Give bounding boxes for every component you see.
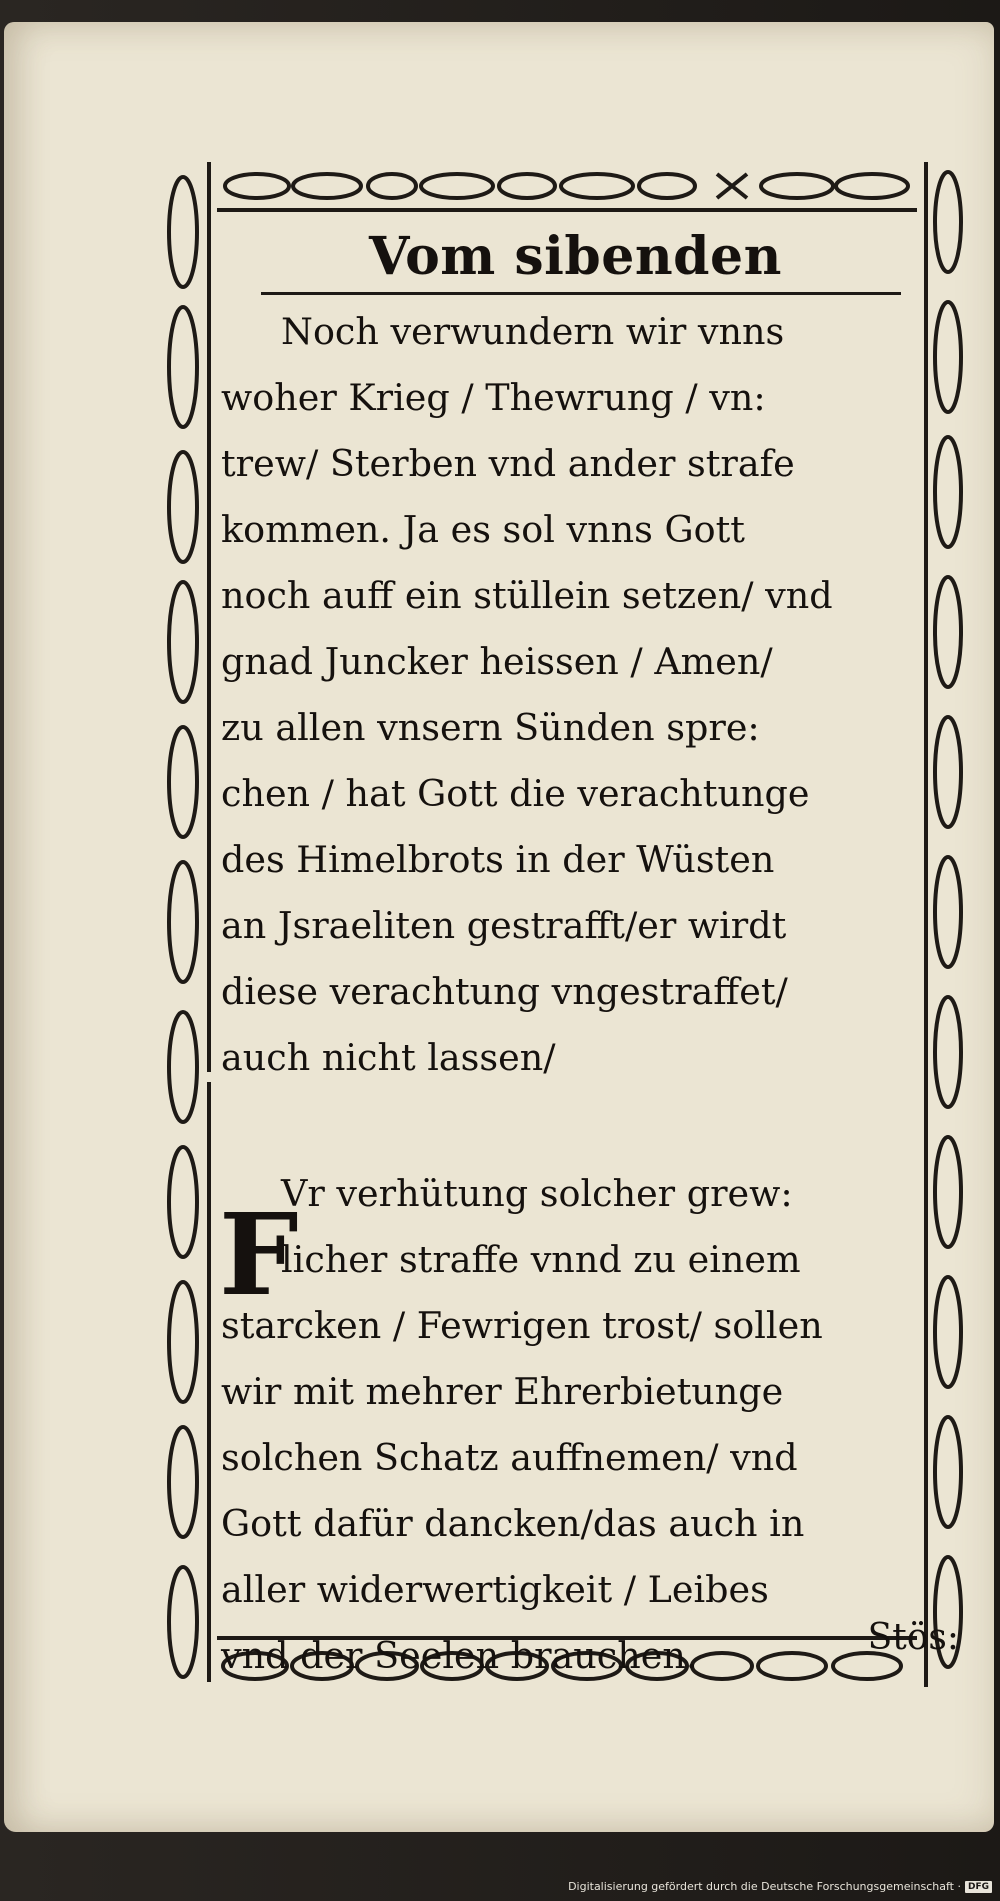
text-line: aller widerwertigkeit / Leibes [221, 1568, 769, 1611]
text-line: gnad Juncker heissen / Amen/ [221, 640, 773, 683]
text-line: chen / hat Gott die verachtunge [221, 772, 810, 815]
text-line: trew/ Sterben vnd ander strafe [221, 442, 795, 485]
book-page [4, 22, 994, 1832]
heading-rule [261, 292, 901, 295]
text-line: solchen Schatz auffnemen/ vnd [221, 1436, 798, 1479]
text-line: starcken / Fewrigen trost/ sollen [221, 1304, 823, 1347]
dfg-logo: DFG [965, 1881, 992, 1893]
page-heading: Vom sibenden [369, 226, 782, 287]
text-line: an Jsraeliten gestrafft/er wirdt [221, 904, 787, 947]
text-line: woher Krieg / Thewrung / vn: [221, 376, 766, 419]
ornamental-frame [159, 162, 969, 1697]
catchword: Stös: [867, 1617, 959, 1658]
paragraph-1 [221, 299, 921, 1091]
ornament-border-left [159, 162, 215, 1697]
text-line: des Himelbrots in der Wüsten [221, 838, 775, 881]
text-line: Noch verwundern wir vnns [281, 310, 785, 353]
text-line: kommen. Ja es sol vnns Gott [221, 508, 745, 551]
paragraph-2 [221, 1161, 921, 1689]
text-block [221, 222, 921, 1689]
text-line: zu allen vnsern Sünden spre: [221, 706, 760, 749]
drop-capital-letter: F [219, 1190, 299, 1321]
ornament-border-top [217, 162, 917, 218]
text-line-content: Vr verhütung solcher grew: [281, 1172, 793, 1215]
text-line: noch auff ein stüllein setzen/ vnd [221, 574, 833, 617]
text-line: wir mit mehrer Ehrerbietunge [221, 1370, 784, 1413]
text-line: Gott dafür dancken/das auch in [221, 1502, 805, 1545]
text-line: auch nicht lassen/ [221, 1036, 556, 1079]
text-line: diese verachtung vngestraffet/ [221, 970, 788, 1013]
credit-text: Digitalisierung gefördert durch die Deutsche Forschungsgemeinschaft · [568, 1880, 961, 1893]
text-line: vnd der Seelen brauchen. [221, 1634, 698, 1677]
digitization-credit [568, 1880, 992, 1893]
text-line: licher straffe vnnd zu einem [281, 1238, 801, 1281]
ornament-border-right [924, 162, 972, 1697]
